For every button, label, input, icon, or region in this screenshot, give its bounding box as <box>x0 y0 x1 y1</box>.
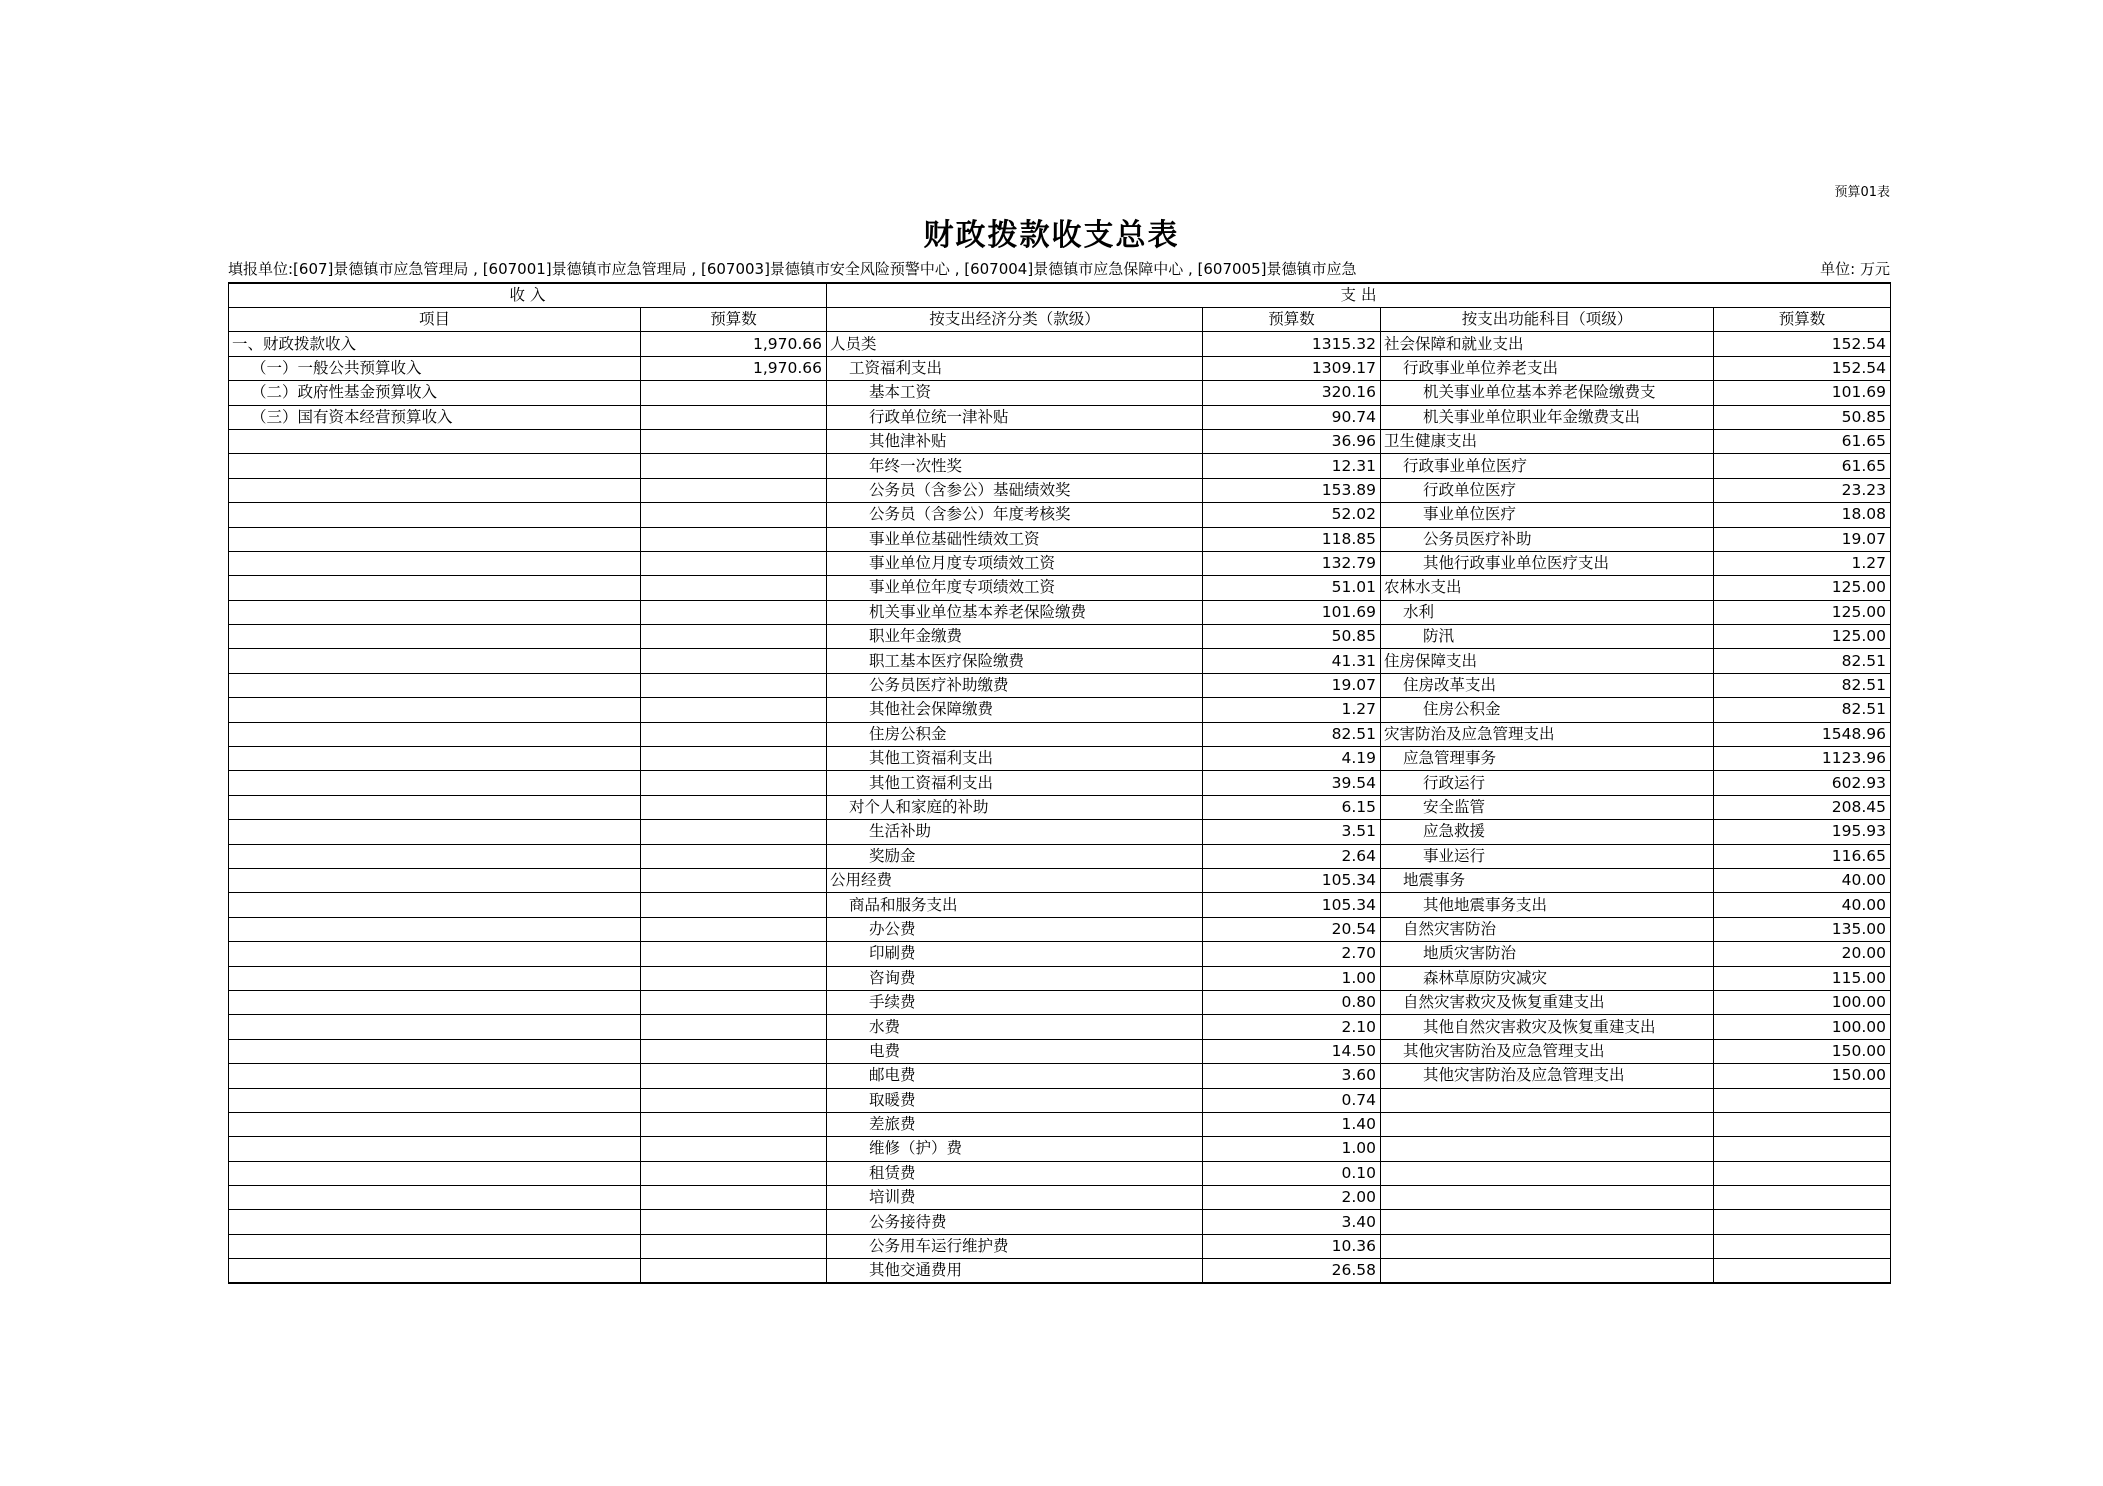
column-header-row <box>229 308 1891 332</box>
func-budget-cell: 152.54 <box>1714 332 1891 356</box>
econ-item-cell: 年终一次性奖 <box>827 454 1203 478</box>
income-budget-cell <box>641 722 827 746</box>
income-budget-cell <box>641 503 827 527</box>
econ-budget-cell: 14.50 <box>1203 1039 1381 1063</box>
income-budget-cell <box>641 747 827 771</box>
table-row <box>229 503 1891 527</box>
func-item-cell: 农林水支出 <box>1381 576 1714 600</box>
econ-item-cell: 行政单位统一津补贴 <box>827 405 1203 429</box>
table-row <box>229 429 1891 453</box>
income-item-cell: （三）国有资本经营预算收入 <box>229 405 641 429</box>
table-row <box>229 576 1891 600</box>
income-item-cell <box>229 429 641 453</box>
income-item-cell: （一）一般公共预算收入 <box>229 356 641 380</box>
table-row <box>229 1015 1891 1039</box>
econ-item-cell: 机关事业单位基本养老保险缴费 <box>827 600 1203 624</box>
income-item-cell <box>229 722 641 746</box>
econ-item-cell: 邮电费 <box>827 1064 1203 1088</box>
econ-item-cell: 住房公积金 <box>827 722 1203 746</box>
table-row <box>229 820 1891 844</box>
econ-item-cell: 对个人和家庭的补助 <box>827 795 1203 819</box>
income-item-cell <box>229 1234 641 1258</box>
table-row <box>229 405 1891 429</box>
func-budget-cell: 82.51 <box>1714 698 1891 722</box>
income-budget-cell <box>641 625 827 649</box>
econ-budget-cell: 26.58 <box>1203 1259 1381 1284</box>
income-budget-cell <box>641 1210 827 1234</box>
econ-item-cell: 其他工资福利支出 <box>827 747 1203 771</box>
income-item-cell <box>229 942 641 966</box>
func-item-cell: 应急救援 <box>1381 820 1714 844</box>
func-budget-cell: 50.85 <box>1714 405 1891 429</box>
income-item-cell <box>229 1015 641 1039</box>
func-budget-cell <box>1714 1088 1891 1112</box>
expense-group-header: 支 出 <box>827 283 1891 308</box>
table-row <box>229 551 1891 575</box>
econ-budget-cell: 2.70 <box>1203 942 1381 966</box>
func-budget-cell <box>1714 1234 1891 1258</box>
econ-budget-cell: 105.34 <box>1203 893 1381 917</box>
func-item-cell <box>1381 1161 1714 1185</box>
econ-budget-cell: 1315.32 <box>1203 332 1381 356</box>
income-item-cell <box>229 698 641 722</box>
income-budget-cell <box>641 1088 827 1112</box>
func-budget-cell: 125.00 <box>1714 600 1891 624</box>
func-budget-cell <box>1714 1137 1891 1161</box>
econ-item-cell: 维修（护）费 <box>827 1137 1203 1161</box>
table-row <box>229 1161 1891 1185</box>
income-item-cell <box>229 795 641 819</box>
table-row <box>229 1186 1891 1210</box>
func-item-cell <box>1381 1186 1714 1210</box>
table-row <box>229 795 1891 819</box>
income-item-cell <box>229 844 641 868</box>
econ-item-cell: 生活补助 <box>827 820 1203 844</box>
func-item-cell: 其他自然灾害救灾及恢复重建支出 <box>1381 1015 1714 1039</box>
income-budget-cell: 1,970.66 <box>641 332 827 356</box>
income-budget-cell <box>641 942 827 966</box>
col-header-econ-budget: 预算数 <box>1203 308 1381 332</box>
econ-item-cell: 取暖费 <box>827 1088 1203 1112</box>
income-budget-cell <box>641 454 827 478</box>
form-number: 预算01表 <box>1834 185 1890 200</box>
econ-budget-cell: 12.31 <box>1203 454 1381 478</box>
func-budget-cell: 1.27 <box>1714 551 1891 575</box>
income-budget-cell <box>641 820 827 844</box>
table-row <box>229 625 1891 649</box>
income-item-cell <box>229 820 641 844</box>
econ-budget-cell: 90.74 <box>1203 405 1381 429</box>
func-budget-cell: 82.51 <box>1714 673 1891 697</box>
table-row <box>229 1259 1891 1284</box>
econ-item-cell: 培训费 <box>827 1186 1203 1210</box>
func-item-cell: 安全监管 <box>1381 795 1714 819</box>
econ-budget-cell: 101.69 <box>1203 600 1381 624</box>
econ-item-cell: 人员类 <box>827 332 1203 356</box>
income-budget-cell <box>641 1112 827 1136</box>
func-budget-cell: 125.00 <box>1714 625 1891 649</box>
func-item-cell: 地质灾害防治 <box>1381 942 1714 966</box>
table-row <box>229 600 1891 624</box>
func-item-cell: 住房公积金 <box>1381 698 1714 722</box>
func-item-cell: 其他灾害防治及应急管理支出 <box>1381 1039 1714 1063</box>
econ-budget-cell: 2.00 <box>1203 1186 1381 1210</box>
econ-item-cell: 商品和服务支出 <box>827 893 1203 917</box>
income-budget-cell <box>641 527 827 551</box>
table-row <box>229 917 1891 941</box>
income-budget-cell <box>641 1161 827 1185</box>
table-row <box>229 1039 1891 1063</box>
income-item-cell <box>229 625 641 649</box>
econ-item-cell: 工资福利支出 <box>827 356 1203 380</box>
table-row <box>229 1137 1891 1161</box>
income-item-cell <box>229 1064 641 1088</box>
func-item-cell <box>1381 1137 1714 1161</box>
table-row <box>229 1088 1891 1112</box>
econ-budget-cell: 52.02 <box>1203 503 1381 527</box>
func-budget-cell: 23.23 <box>1714 478 1891 502</box>
income-item-cell <box>229 868 641 892</box>
table-row <box>229 942 1891 966</box>
table-row <box>229 893 1891 917</box>
func-budget-cell: 20.00 <box>1714 942 1891 966</box>
econ-budget-cell: 0.10 <box>1203 1161 1381 1185</box>
econ-budget-cell: 2.64 <box>1203 844 1381 868</box>
table-row <box>229 868 1891 892</box>
func-item-cell: 森林草原防灾减灾 <box>1381 966 1714 990</box>
income-item-cell <box>229 1161 641 1185</box>
income-item-cell <box>229 673 641 697</box>
func-item-cell: 行政运行 <box>1381 771 1714 795</box>
func-item-cell <box>1381 1210 1714 1234</box>
econ-budget-cell: 3.51 <box>1203 820 1381 844</box>
econ-item-cell: 事业单位月度专项绩效工资 <box>827 551 1203 575</box>
econ-budget-cell: 1.00 <box>1203 966 1381 990</box>
econ-item-cell: 事业单位年度专项绩效工资 <box>827 576 1203 600</box>
func-budget-cell <box>1714 1210 1891 1234</box>
econ-budget-cell: 41.31 <box>1203 649 1381 673</box>
income-item-cell <box>229 478 641 502</box>
econ-budget-cell: 105.34 <box>1203 868 1381 892</box>
func-item-cell: 其他行政事业单位医疗支出 <box>1381 551 1714 575</box>
econ-budget-cell: 36.96 <box>1203 429 1381 453</box>
income-item-cell <box>229 1137 641 1161</box>
table-row <box>229 332 1891 356</box>
func-budget-cell <box>1714 1161 1891 1185</box>
income-budget-cell <box>641 1234 827 1258</box>
econ-item-cell: 其他社会保障缴费 <box>827 698 1203 722</box>
econ-item-cell: 公务员医疗补助缴费 <box>827 673 1203 697</box>
page-title: 财政拨款收支总表 <box>923 218 1180 253</box>
income-item-cell <box>229 503 641 527</box>
func-budget-cell: 135.00 <box>1714 917 1891 941</box>
income-item-cell: （二）政府性基金预算收入 <box>229 381 641 405</box>
func-budget-cell: 101.69 <box>1714 381 1891 405</box>
econ-budget-cell: 20.54 <box>1203 917 1381 941</box>
income-budget-cell <box>641 1259 827 1284</box>
income-budget-cell <box>641 893 827 917</box>
income-item-cell <box>229 600 641 624</box>
income-budget-cell <box>641 990 827 1014</box>
func-item-cell: 住房改革支出 <box>1381 673 1714 697</box>
func-item-cell: 机关事业单位基本养老保险缴费支 <box>1381 381 1714 405</box>
econ-item-cell: 奖励金 <box>827 844 1203 868</box>
income-budget-cell <box>641 917 827 941</box>
econ-budget-cell: 118.85 <box>1203 527 1381 551</box>
income-budget-cell <box>641 1015 827 1039</box>
func-budget-cell <box>1714 1259 1891 1284</box>
econ-budget-cell: 10.36 <box>1203 1234 1381 1258</box>
table-row <box>229 454 1891 478</box>
func-budget-cell: 150.00 <box>1714 1064 1891 1088</box>
income-item-cell <box>229 1112 641 1136</box>
income-item-cell <box>229 1039 641 1063</box>
table-row <box>229 1234 1891 1258</box>
func-budget-cell: 602.93 <box>1714 771 1891 795</box>
income-budget-cell <box>641 429 827 453</box>
table-row <box>229 649 1891 673</box>
econ-budget-cell: 39.54 <box>1203 771 1381 795</box>
income-budget-cell <box>641 844 827 868</box>
func-budget-cell: 100.00 <box>1714 1015 1891 1039</box>
table-row <box>229 527 1891 551</box>
func-item-cell: 公务员医疗补助 <box>1381 527 1714 551</box>
income-item-cell <box>229 990 641 1014</box>
econ-item-cell: 印刷费 <box>827 942 1203 966</box>
func-item-cell: 自然灾害防治 <box>1381 917 1714 941</box>
income-budget-cell <box>641 649 827 673</box>
income-budget-cell <box>641 576 827 600</box>
func-budget-cell: 61.65 <box>1714 429 1891 453</box>
econ-item-cell: 职业年金缴费 <box>827 625 1203 649</box>
col-header-econ: 按支出经济分类（款级） <box>827 308 1203 332</box>
income-item-cell: 一、财政拨款收入 <box>229 332 641 356</box>
table-row <box>229 771 1891 795</box>
income-item-cell <box>229 747 641 771</box>
econ-item-cell: 租赁费 <box>827 1161 1203 1185</box>
table-row <box>229 747 1891 771</box>
econ-item-cell: 职工基本医疗保险缴费 <box>827 649 1203 673</box>
func-budget-cell: 1123.96 <box>1714 747 1891 771</box>
econ-item-cell: 其他津补贴 <box>827 429 1203 453</box>
econ-budget-cell: 1.27 <box>1203 698 1381 722</box>
func-item-cell: 其他灾害防治及应急管理支出 <box>1381 1064 1714 1088</box>
econ-budget-cell: 2.10 <box>1203 1015 1381 1039</box>
table-row <box>229 1210 1891 1234</box>
income-budget-cell <box>641 966 827 990</box>
func-budget-cell <box>1714 1186 1891 1210</box>
func-item-cell: 行政事业单位养老支出 <box>1381 356 1714 380</box>
func-item-cell <box>1381 1112 1714 1136</box>
func-item-cell <box>1381 1088 1714 1112</box>
func-item-cell <box>1381 1234 1714 1258</box>
econ-budget-cell: 132.79 <box>1203 551 1381 575</box>
func-budget-cell: 125.00 <box>1714 576 1891 600</box>
income-budget-cell <box>641 673 827 697</box>
func-budget-cell: 100.00 <box>1714 990 1891 1014</box>
income-budget-cell <box>641 1039 827 1063</box>
econ-item-cell: 手续费 <box>827 990 1203 1014</box>
econ-budget-cell: 153.89 <box>1203 478 1381 502</box>
income-item-cell <box>229 454 641 478</box>
econ-item-cell: 基本工资 <box>827 381 1203 405</box>
econ-item-cell: 办公费 <box>827 917 1203 941</box>
col-header-func: 按支出功能科目（项级） <box>1381 308 1714 332</box>
func-budget-cell: 61.65 <box>1714 454 1891 478</box>
func-item-cell: 卫生健康支出 <box>1381 429 1714 453</box>
econ-budget-cell: 19.07 <box>1203 673 1381 697</box>
income-budget-cell <box>641 868 827 892</box>
func-budget-cell: 208.45 <box>1714 795 1891 819</box>
func-budget-cell: 40.00 <box>1714 893 1891 917</box>
func-item-cell: 机关事业单位职业年金缴费支出 <box>1381 405 1714 429</box>
func-item-cell: 其他地震事务支出 <box>1381 893 1714 917</box>
table-row <box>229 722 1891 746</box>
econ-item-cell: 公用经费 <box>827 868 1203 892</box>
econ-budget-cell: 1.40 <box>1203 1112 1381 1136</box>
func-budget-cell: 82.51 <box>1714 649 1891 673</box>
income-budget-cell <box>641 698 827 722</box>
func-item-cell: 防汛 <box>1381 625 1714 649</box>
econ-budget-cell: 3.60 <box>1203 1064 1381 1088</box>
income-budget-cell <box>641 600 827 624</box>
income-budget-cell <box>641 795 827 819</box>
econ-item-cell: 公务接待费 <box>827 1210 1203 1234</box>
econ-budget-cell: 4.19 <box>1203 747 1381 771</box>
income-budget-cell: 1,970.66 <box>641 356 827 380</box>
econ-budget-cell: 51.01 <box>1203 576 1381 600</box>
income-item-cell <box>229 1088 641 1112</box>
func-item-cell: 事业单位医疗 <box>1381 503 1714 527</box>
func-item-cell: 灾害防治及应急管理支出 <box>1381 722 1714 746</box>
econ-item-cell: 其他工资福利支出 <box>827 771 1203 795</box>
econ-item-cell: 公务员（含参公）基础绩效奖 <box>827 478 1203 502</box>
func-item-cell: 行政事业单位医疗 <box>1381 454 1714 478</box>
budget-table <box>228 282 1891 1284</box>
income-item-cell <box>229 917 641 941</box>
func-item-cell: 水利 <box>1381 600 1714 624</box>
income-item-cell <box>229 966 641 990</box>
econ-item-cell: 事业单位基础性绩效工资 <box>827 527 1203 551</box>
econ-budget-cell: 1309.17 <box>1203 356 1381 380</box>
func-budget-cell: 150.00 <box>1714 1039 1891 1063</box>
income-group-header: 收 入 <box>229 283 827 308</box>
econ-budget-cell: 3.40 <box>1203 1210 1381 1234</box>
func-budget-cell: 1548.96 <box>1714 722 1891 746</box>
reporting-unit: 填报单位:[607]景德镇市应急管理局 , [607001]景德镇市应急管理局 , [607003]景德镇市安全风险预警中心 , [607004]景德镇市应急保障中心 , [607005]景德镇市应急 <box>228 260 1357 278</box>
col-header-income-budget: 预算数 <box>641 308 827 332</box>
income-item-cell <box>229 576 641 600</box>
econ-item-cell: 公务用车运行维护费 <box>827 1234 1203 1258</box>
func-item-cell: 住房保障支出 <box>1381 649 1714 673</box>
econ-budget-cell: 50.85 <box>1203 625 1381 649</box>
income-item-cell <box>229 649 641 673</box>
group-header-row <box>229 283 1891 308</box>
income-item-cell <box>229 527 641 551</box>
table-row <box>229 478 1891 502</box>
econ-item-cell: 电费 <box>827 1039 1203 1063</box>
func-item-cell: 地震事务 <box>1381 868 1714 892</box>
econ-item-cell: 咨询费 <box>827 966 1203 990</box>
income-item-cell <box>229 893 641 917</box>
income-budget-cell <box>641 381 827 405</box>
func-budget-cell <box>1714 1112 1891 1136</box>
table-row <box>229 990 1891 1014</box>
income-budget-cell <box>641 771 827 795</box>
econ-item-cell: 水费 <box>827 1015 1203 1039</box>
func-item-cell: 行政单位医疗 <box>1381 478 1714 502</box>
income-budget-cell <box>641 478 827 502</box>
income-item-cell <box>229 771 641 795</box>
table-row <box>229 381 1891 405</box>
econ-item-cell: 公务员（含参公）年度考核奖 <box>827 503 1203 527</box>
econ-budget-cell: 82.51 <box>1203 722 1381 746</box>
econ-budget-cell: 320.16 <box>1203 381 1381 405</box>
table-row <box>229 1064 1891 1088</box>
income-budget-cell <box>641 1064 827 1088</box>
table-row <box>229 966 1891 990</box>
func-budget-cell: 19.07 <box>1714 527 1891 551</box>
func-budget-cell: 152.54 <box>1714 356 1891 380</box>
econ-budget-cell: 0.80 <box>1203 990 1381 1014</box>
func-budget-cell: 195.93 <box>1714 820 1891 844</box>
func-item-cell: 事业运行 <box>1381 844 1714 868</box>
income-budget-cell <box>641 1137 827 1161</box>
table-row <box>229 673 1891 697</box>
income-budget-cell <box>641 551 827 575</box>
func-budget-cell: 40.00 <box>1714 868 1891 892</box>
econ-budget-cell: 1.00 <box>1203 1137 1381 1161</box>
table-row <box>229 1112 1891 1136</box>
func-budget-cell: 18.08 <box>1714 503 1891 527</box>
func-item-cell <box>1381 1259 1714 1284</box>
func-item-cell: 社会保障和就业支出 <box>1381 332 1714 356</box>
income-item-cell <box>229 1186 641 1210</box>
table-row <box>229 844 1891 868</box>
func-item-cell: 应急管理事务 <box>1381 747 1714 771</box>
income-item-cell <box>229 1210 641 1234</box>
func-budget-cell: 116.65 <box>1714 844 1891 868</box>
table-row <box>229 356 1891 380</box>
func-budget-cell: 115.00 <box>1714 966 1891 990</box>
col-header-item: 项目 <box>229 308 641 332</box>
econ-item-cell: 其他交通费用 <box>827 1259 1203 1284</box>
currency-unit: 单位: 万元 <box>1820 260 1890 278</box>
income-budget-cell <box>641 405 827 429</box>
func-item-cell: 自然灾害救灾及恢复重建支出 <box>1381 990 1714 1014</box>
econ-budget-cell: 6.15 <box>1203 795 1381 819</box>
income-item-cell <box>229 551 641 575</box>
income-budget-cell <box>641 1186 827 1210</box>
econ-budget-cell: 0.74 <box>1203 1088 1381 1112</box>
col-header-func-budget: 预算数 <box>1714 308 1891 332</box>
table-row <box>229 698 1891 722</box>
income-item-cell <box>229 1259 641 1284</box>
econ-item-cell: 差旅费 <box>827 1112 1203 1136</box>
